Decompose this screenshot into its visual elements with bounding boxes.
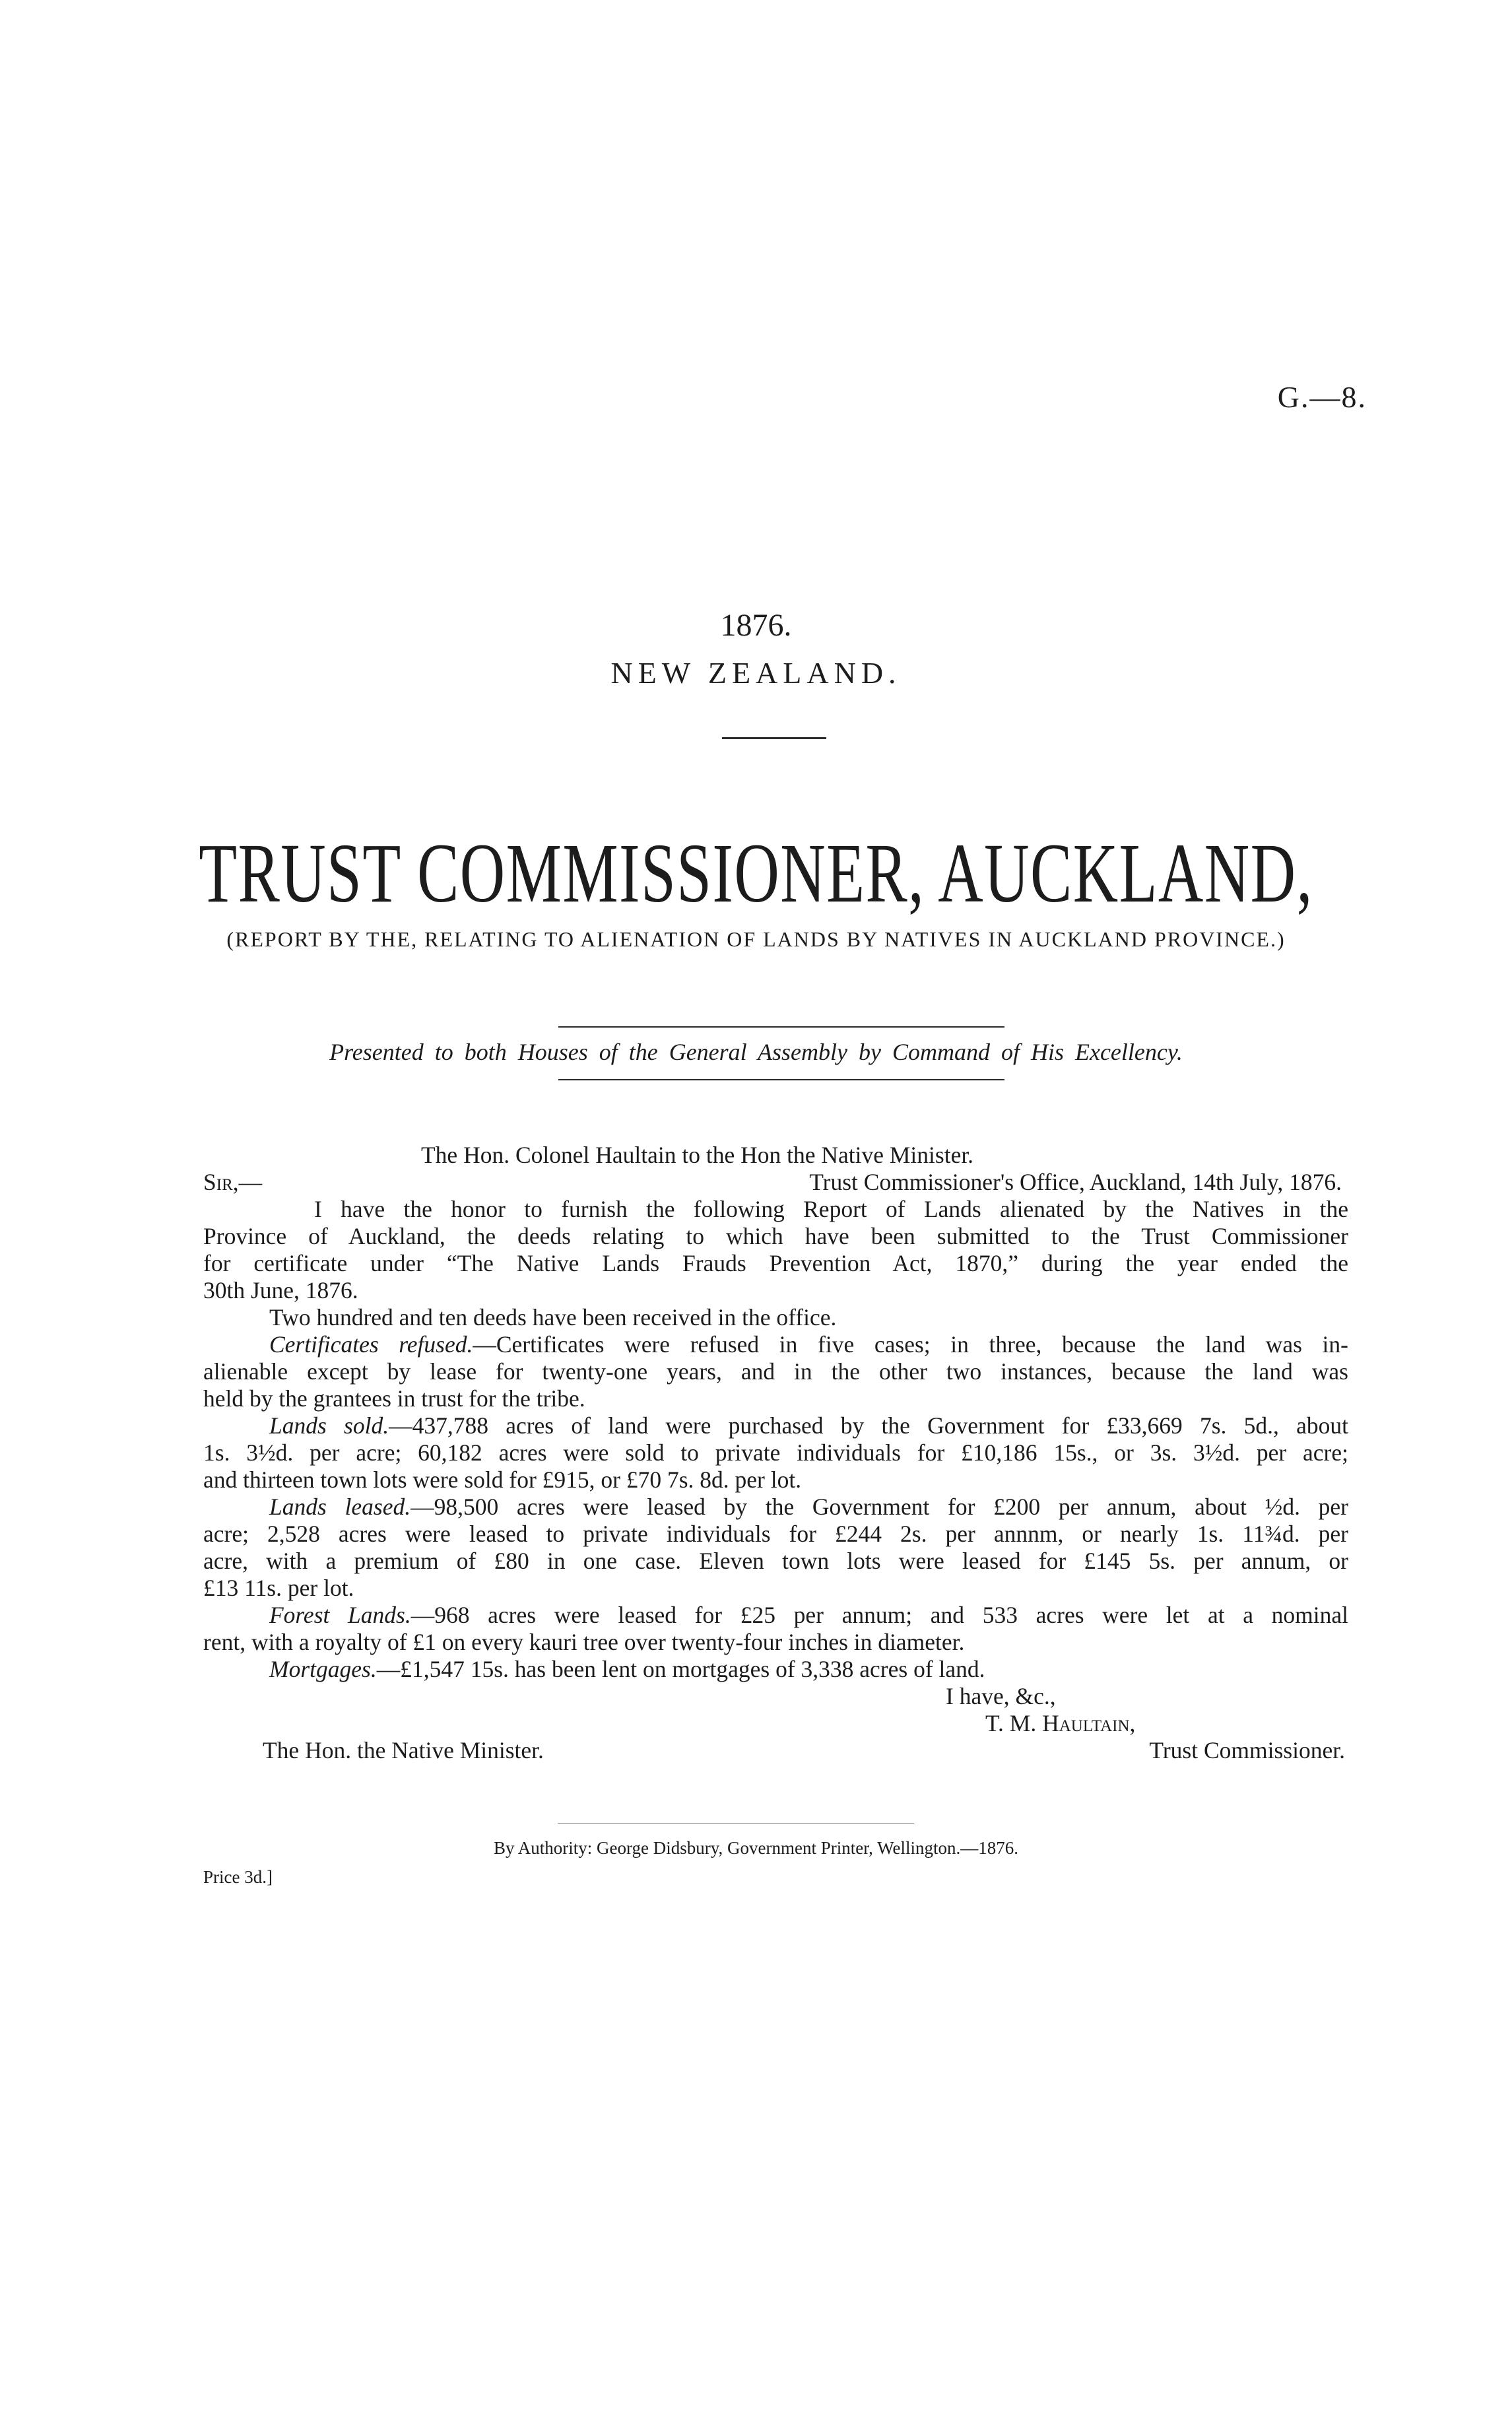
salutation: Sir,— — [203, 1169, 263, 1195]
presented-line: Presented to both Houses of the General Assembly by Command of His Excellency. — [329, 1039, 1183, 1065]
lands-sold-label: Lands sold. — [269, 1412, 389, 1439]
letter-heading: The Hon. Colonel Haultain to the Hon the Native Minister. — [421, 1142, 974, 1168]
mortgages-text: —£1,547 15s. has been lent on mortgages of 3,338 acres of land. — [376, 1656, 985, 1682]
divider-presented-bottom — [558, 1079, 1004, 1080]
signature-block — [203, 1737, 1348, 1764]
letter-body — [203, 1142, 1348, 1764]
para1-line2: Province of Auckland, the deeds relating to which have been submitted to the Trust Commissioner — [203, 1223, 1348, 1249]
forest-line1 — [203, 1602, 1348, 1629]
price-label: Price 3d.] — [203, 1867, 273, 1887]
divider-footer — [558, 1823, 914, 1824]
lands-leased-line3: acre, with a premium of £80 in one case. Eleven town lots were leased for £145 5s. per annum, or — [203, 1548, 1348, 1574]
lands-leased-text1: —98,500 acres were leased by the Government for £200 per annum, about ½d. per — [411, 1494, 1349, 1520]
forest-line2: rent, with a royalty of £1 on every kauri tree over twenty-four inches in diameter. — [203, 1629, 965, 1655]
divider-short — [722, 737, 826, 739]
place-date: Trust Commissioner's Office, Auckland, 14th July, 1876. — [809, 1169, 1342, 1195]
lands-sold-line1 — [203, 1412, 1348, 1439]
closing: I have, &c., — [946, 1683, 1056, 1709]
lands-leased-label: Lands leased. — [269, 1494, 411, 1520]
document-reference: G.—8. — [1277, 380, 1367, 414]
para1-line4: 30th June, 1876. — [203, 1277, 358, 1303]
certificates-line3: held by the grantees in trust for the tribe. — [203, 1385, 585, 1412]
certificates-text1: —Certificates were refused in five cases; in three, because the land was in- — [473, 1331, 1348, 1358]
authority-line: By Authority: George Didsbury, Government Printer, Wellington.—1876. — [494, 1838, 1018, 1858]
divider-presented-top — [558, 1026, 1004, 1028]
lands-sold-text1: —437,788 acres of land were purchased by the Government for £33,669 7s. 5d., about — [389, 1412, 1348, 1439]
certificates-line1 — [203, 1331, 1348, 1358]
document-title: TRUST COMMISSIONER, AUCKLAND, — [199, 826, 1313, 920]
para2: Two hundred and ten deeds have been received in the office. — [269, 1304, 837, 1331]
signer-title: Trust Commissioner. — [1149, 1737, 1345, 1763]
certificates-label: Certificates refused. — [269, 1331, 473, 1358]
salutation-line — [203, 1169, 1348, 1196]
lands-leased-line2: acre; 2,528 acres were leased to private individuals for £244 2s. per annnm, or nearly 1s. 11¾d. per — [203, 1521, 1348, 1547]
addressee: The Hon. the Native Minister. — [263, 1737, 544, 1763]
para1-line1: I have the honor to furnish the following Report of Lands alienated by the Natives in the — [314, 1196, 1348, 1222]
lands-sold-line3: and thirteen town lots were sold for £915, or £70 7s. 8d. per lot. — [203, 1466, 802, 1493]
lands-leased-line1 — [203, 1494, 1348, 1521]
certificates-line2: alienable except by lease for twenty-one years, and in the other two instances, because the land was — [203, 1358, 1348, 1385]
lands-sold-line2: 1s. 3½d. per acre; 60,182 acres were sold to private individuals for £10,186 15s., or 3s. 3½d. per acre; — [203, 1439, 1348, 1466]
year-heading: 1876. — [720, 608, 792, 643]
document-subtitle: (REPORT BY THE, RELATING TO ALIENATION OF LANDS BY NATIVES IN AUCKLAND PROVINCE.) — [226, 927, 1286, 951]
para1-line3: for certificate under “The Native Lands Frauds Prevention Act, 1870,” during the year ended the — [203, 1250, 1348, 1276]
signer-name — [203, 1710, 1348, 1737]
signer: T. M. Haultain, — [985, 1710, 1136, 1736]
forest-text1: —968 acres were leased for £25 per annum; and 533 acres were let at a nominal — [411, 1602, 1348, 1628]
mortgages-label: Mortgages. — [269, 1656, 377, 1682]
mortgages-line — [203, 1656, 1348, 1683]
country-heading: NEW ZEALAND. — [610, 656, 902, 690]
lands-leased-line4: £13 11s. per lot. — [203, 1575, 354, 1601]
forest-label: Forest Lands. — [269, 1602, 411, 1628]
